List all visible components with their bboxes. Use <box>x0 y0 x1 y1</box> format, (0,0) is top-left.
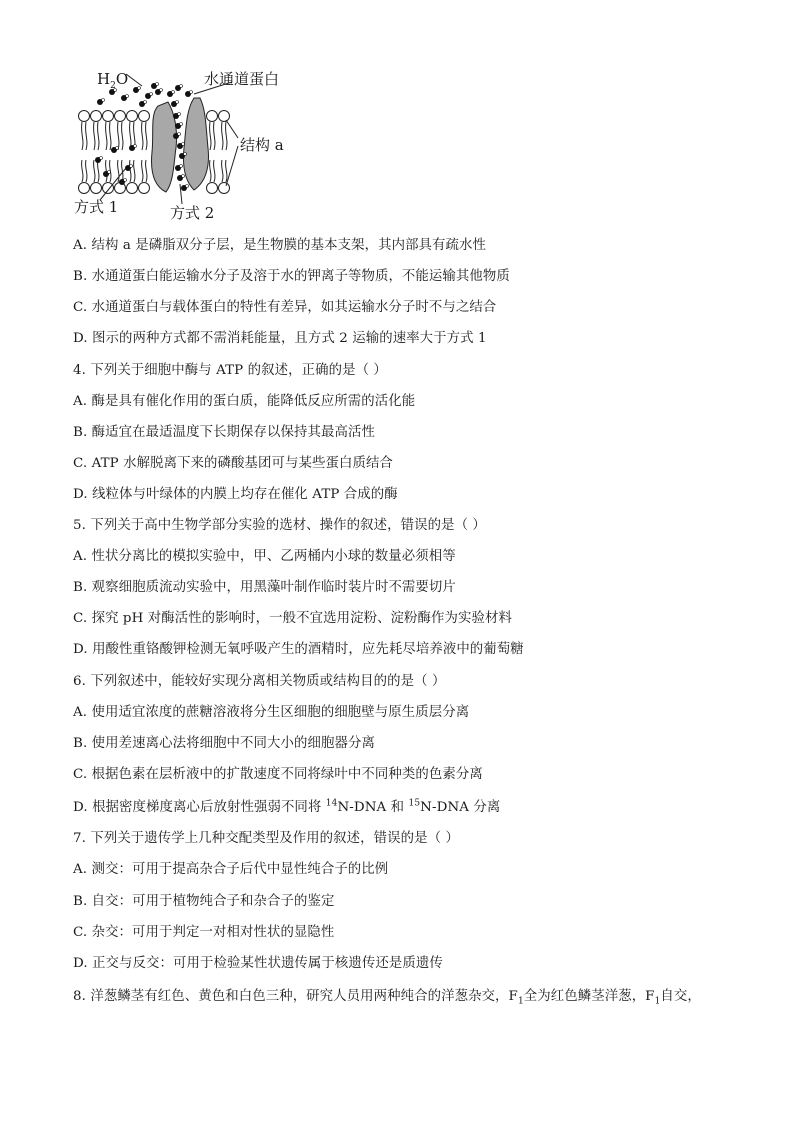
lipid-head <box>115 111 126 122</box>
line-6d: D. 根据密度梯度离心后放射性强弱不同将 $^{14}$N-DNA 和 $^{15}$N-DNA 分离 <box>73 798 501 815</box>
text-line: B. 酶适宜在最适温度下长期保存以保持其最高活性 <box>73 425 375 440</box>
lipid-tail <box>142 122 147 150</box>
water-hydrogen <box>178 113 181 116</box>
text-line: C. ATP 水解脱离下来的磷酸基团可与某些蛋白质结合 <box>73 456 393 471</box>
water-hydrogen <box>172 91 175 94</box>
water-hydrogen <box>184 153 187 156</box>
lipid-head <box>103 183 114 194</box>
water-hydrogen <box>182 175 185 178</box>
water-hydrogen <box>102 99 105 102</box>
text-line: C. 根据色素在层析液中的扩散速度不同将绿叶中不同种类的色素分离 <box>73 767 483 782</box>
text-line: B. 使用差速离心法将细胞中不同大小的细胞器分离 <box>73 736 375 751</box>
text-line: B. 水通道蛋白能运输水分子及溶于水的钾离子等物质，不能运输其他物质 <box>73 269 510 284</box>
water-hydrogen <box>182 143 185 146</box>
water-hydrogen <box>150 93 153 96</box>
lipid-tail <box>222 160 227 182</box>
lipid-head <box>207 111 218 122</box>
lipid-tail <box>210 122 215 150</box>
lipid-head <box>139 183 150 194</box>
water-hydrogen <box>116 147 119 150</box>
lipid-tail <box>82 122 87 150</box>
lipid-tail <box>94 122 99 150</box>
way2-label: 方式 2 <box>170 204 215 222</box>
water-hydrogen <box>186 185 189 188</box>
text-line: C. 水通道蛋白与载体蛋白的特性有差异，如其运输水分子时不与之结合 <box>73 300 497 315</box>
lipid-tail <box>82 160 87 182</box>
h2o-label: $H_2O$ <box>97 70 129 91</box>
text-line: 6. 下列叙述中，能较好实现分离相关物质或结构目的的是（ ） <box>73 674 446 689</box>
lipid-tail <box>142 160 147 182</box>
water-hydrogen <box>180 165 183 168</box>
lipid-head <box>91 183 102 194</box>
text-line: 7. 下列关于遗传学上几种交配类型及作用的叙述，错误的是（ ） <box>73 831 459 846</box>
text-line: A. 使用适宜浓度的蔗糖溶液将分生区细胞的细胞壁与原生质层分离 <box>73 705 470 720</box>
water-hydrogen <box>130 165 133 168</box>
aquaporin-label: 水通道蛋白 <box>204 70 280 88</box>
water-hydrogen <box>100 157 103 160</box>
lipid-head <box>79 183 90 194</box>
lipid-tail <box>130 160 135 182</box>
lipid-tail <box>94 160 99 182</box>
text-line: D. 用酸性重铬酸钾检测无氧呼吸产生的酒精时，应先耗尽培养液中的葡萄糖 <box>73 642 524 657</box>
water-hydrogen <box>176 101 179 104</box>
h2o-pointer <box>126 74 142 86</box>
lipid-head <box>219 183 230 194</box>
text-line: D. 正交与反交：可用于检验某性状遗传属于核遗传还是质遗传 <box>73 956 443 971</box>
text-line: D. 图示的两种方式都不需消耗能量，且方式 2 运输的速率大于方式 1 <box>73 331 487 346</box>
lipid-head <box>127 183 138 194</box>
lipid-tail <box>106 122 111 150</box>
text-line: 4. 下列关于细胞中酶与 ATP 的叙述，正确的是（ ） <box>73 363 387 378</box>
water-hydrogen <box>124 179 127 182</box>
line-8: 8. 洋葱鳞茎有红色、黄色和白色三种，研究人员用两种纯合的洋葱杂交，$F_1$全为红色鳞茎洋葱，$F_1$自交， <box>73 989 701 1007</box>
lipid-head <box>127 111 138 122</box>
text-line: 5. 下列关于高中生物学部分实验的选材、操作的叙述，错误的是（ ） <box>73 518 486 533</box>
text-line: A. 酶是具有催化作用的蛋白质，能降低反应所需的活化能 <box>73 394 416 409</box>
structure-a-label: 结构 a <box>240 136 284 154</box>
water-hydrogen <box>180 85 183 88</box>
aquaporin-right <box>183 98 208 190</box>
membrane-figure <box>70 64 300 224</box>
text-line: A. 测交：可用于提高杂合子后代中显性纯合子的比例 <box>73 862 389 877</box>
lipid-head <box>103 111 114 122</box>
water-hydrogen <box>138 87 141 90</box>
lipid-head <box>79 111 90 122</box>
text-line: A. 性状分离比的模拟实验中，甲、乙两桶内小球的数量必须相等 <box>73 549 456 564</box>
water-hydrogen <box>144 101 147 104</box>
text-line: B. 自交：可用于植物纯合子和杂合子的鉴定 <box>73 894 335 909</box>
water-hydrogen <box>178 133 181 136</box>
water-hydrogen <box>108 171 111 174</box>
text-line: A. 结构 a 是磷脂双分子层，是生物膜的基本支架，其内部具有疏水性 <box>73 238 487 253</box>
water-hydrogen <box>180 123 183 126</box>
water-hydrogen <box>190 91 193 94</box>
water-hydrogen <box>134 145 137 148</box>
lipid-tail <box>118 160 123 182</box>
structure-pointer <box>226 146 238 186</box>
lipid-head <box>139 111 150 122</box>
lipid-tail <box>118 122 123 150</box>
structure-pointer <box>226 120 238 138</box>
water-hydrogen <box>160 89 163 92</box>
text-line: D. 线粒体与叶绿体的内膜上均存在催化 ATP 合成的酶 <box>73 487 398 502</box>
lipid-tail <box>222 122 227 150</box>
water-hydrogen <box>126 95 129 98</box>
water-hydrogen <box>156 83 159 86</box>
lipid-head <box>207 183 218 194</box>
text-line: B. 观察细胞质流动实验中，用黑藻叶制作临时装片时不需要切片 <box>73 580 456 595</box>
way1-label: 方式 1 <box>74 198 119 216</box>
lipid-head <box>219 111 230 122</box>
text-line: C. 探究 pH 对酶活性的影响时，一般不宜选用淀粉、淀粉酶作为实验材料 <box>73 611 512 626</box>
text-line: C. 杂交：可用于判定一对相对性状的显隐性 <box>73 925 335 940</box>
aquaporin-left <box>152 102 177 192</box>
lipid-head <box>91 111 102 122</box>
lipid-tail <box>210 160 215 182</box>
